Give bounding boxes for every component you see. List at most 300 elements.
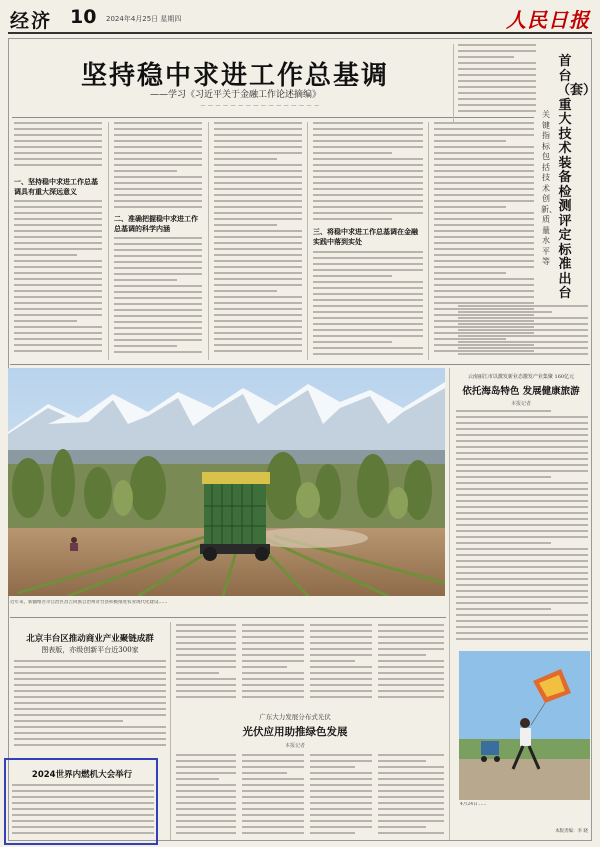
- text-line: [456, 566, 588, 568]
- text-line: [313, 317, 423, 319]
- article-subtitle-3: 三、将稳中求进工作总基调在金融实践中落到实处: [313, 228, 418, 246]
- text-line: [214, 296, 302, 298]
- text-line: [114, 170, 177, 172]
- text-line: [12, 784, 154, 786]
- text-line: [242, 814, 304, 816]
- article-body: [114, 122, 202, 212]
- text-line: [214, 182, 302, 184]
- text-line: [214, 230, 302, 232]
- text-line: [176, 630, 236, 632]
- text-line: [456, 476, 551, 478]
- sidebar-subheadline: 关键指标包括技术创新、质量水平等: [541, 110, 557, 266]
- text-line: [214, 338, 302, 340]
- text-line: [434, 134, 534, 136]
- text-line: [313, 275, 392, 277]
- text-line: [14, 350, 102, 352]
- text-line: [313, 134, 423, 136]
- text-line: [176, 636, 236, 638]
- text-line: [456, 632, 588, 634]
- text-line: [14, 738, 166, 740]
- column-rule: [208, 122, 209, 360]
- bottom-left-subheadline: 图表版，亦级创新平台近300家: [41, 646, 139, 654]
- text-line: [310, 754, 372, 756]
- text-line: [378, 778, 444, 780]
- article-body: [114, 237, 202, 359]
- text-line: [378, 760, 426, 762]
- text-line: [14, 134, 102, 136]
- text-line: [458, 335, 588, 337]
- text-line: [214, 140, 302, 142]
- text-line: [214, 176, 302, 178]
- issue-date: 2024年4月25日 星期四: [106, 15, 182, 23]
- text-line: [456, 578, 588, 580]
- text-line: [176, 754, 236, 756]
- text-line: [14, 314, 102, 316]
- text-line: [114, 261, 202, 263]
- text-line: [313, 335, 423, 337]
- text-line: [456, 530, 588, 532]
- divider: [10, 617, 446, 618]
- text-line: [214, 236, 302, 238]
- article-subtitle-1: 一、坚持稳中求进工作总基调具有重大深远意义: [14, 178, 98, 196]
- text-line: [214, 332, 302, 334]
- text-line: [434, 248, 534, 250]
- text-line: [378, 696, 444, 698]
- text-line: [214, 248, 302, 250]
- text-line: [456, 572, 588, 574]
- text-line: [114, 146, 202, 148]
- text-line: [214, 266, 302, 268]
- text-line: [434, 272, 506, 274]
- right-story-headline[interactable]: 依托海岛特色 发展健康旅游: [462, 386, 580, 397]
- text-line: [310, 660, 355, 662]
- text-line: [176, 832, 236, 834]
- text-line: [456, 524, 588, 526]
- text-line: [114, 273, 202, 275]
- text-line: [114, 309, 202, 311]
- text-line: [14, 152, 102, 154]
- text-line: [378, 796, 444, 798]
- field-harvest-photo-art: [8, 368, 445, 596]
- text-line: [114, 182, 202, 184]
- text-line: [14, 236, 102, 238]
- text-line: [456, 620, 588, 622]
- text-line: [434, 152, 534, 154]
- text-line: [176, 672, 219, 674]
- text-line: [456, 422, 588, 424]
- text-line: [434, 302, 534, 304]
- highlighted-headline[interactable]: 2024世界内燃机大会举行: [31, 770, 133, 780]
- text-line: [242, 784, 304, 786]
- text-line: [214, 254, 302, 256]
- text-line: [114, 237, 202, 239]
- text-line: [14, 146, 102, 148]
- text-line: [456, 542, 551, 544]
- text-line: [14, 732, 166, 734]
- text-line: [310, 690, 372, 692]
- text-line: [456, 446, 588, 448]
- text-line: [214, 206, 302, 208]
- text-line: [14, 326, 102, 328]
- text-line: [378, 684, 444, 686]
- text-line: [242, 808, 304, 810]
- text-line: [458, 323, 588, 325]
- text-line: [310, 796, 372, 798]
- text-line: [458, 341, 588, 343]
- text-line: [114, 327, 202, 329]
- text-line: [310, 772, 372, 774]
- text-line: [313, 122, 423, 124]
- text-line: [313, 257, 423, 259]
- text-line: [434, 182, 534, 184]
- text-line: [313, 323, 423, 325]
- text-line: [176, 684, 236, 686]
- text-line: [214, 308, 302, 310]
- text-line: [176, 790, 236, 792]
- text-line: [458, 44, 536, 46]
- text-line: [14, 260, 102, 262]
- masthead: [8, 6, 592, 34]
- article-body: [176, 754, 236, 838]
- text-line: [458, 92, 536, 94]
- text-line: [310, 790, 372, 792]
- text-line: [14, 702, 166, 704]
- text-line: [458, 56, 514, 58]
- text-line: [214, 278, 302, 280]
- text-line: [456, 470, 588, 472]
- text-line: [456, 488, 588, 490]
- text-line: [176, 666, 236, 668]
- text-line: [378, 642, 444, 644]
- text-line: [310, 760, 372, 762]
- text-line: [434, 200, 534, 202]
- text-line: [114, 345, 177, 347]
- text-line: [176, 690, 236, 692]
- section-label: 经济: [10, 10, 53, 32]
- text-line: [12, 802, 154, 804]
- text-line: [458, 62, 536, 64]
- text-line: [313, 146, 423, 148]
- text-line: [456, 584, 588, 586]
- text-line: [310, 654, 372, 656]
- text-line: [176, 772, 236, 774]
- text-line: [313, 329, 423, 331]
- sidebar-headline[interactable]: 首台（套）重大技术装备检测评定标准出台: [557, 54, 597, 301]
- divider: [10, 364, 590, 365]
- text-line: [313, 158, 423, 160]
- text-line: [378, 784, 444, 786]
- text-line: [378, 636, 444, 638]
- text-line: [313, 206, 423, 208]
- text-line: [456, 494, 588, 496]
- text-line: [456, 440, 588, 442]
- text-line: [14, 720, 123, 722]
- column-rule: [170, 622, 171, 840]
- text-line: [313, 218, 392, 220]
- text-line: [378, 690, 444, 692]
- column-rule: [449, 368, 450, 840]
- text-line: [434, 236, 534, 238]
- text-line: [14, 254, 77, 256]
- text-line: [14, 158, 102, 160]
- text-line: [176, 820, 236, 822]
- kite-flying-photo: [459, 651, 590, 800]
- text-line: [434, 164, 534, 166]
- text-line: [14, 332, 102, 334]
- text-line: [242, 648, 304, 650]
- text-line: [456, 512, 588, 514]
- text-line: [242, 820, 304, 822]
- text-line: [378, 772, 444, 774]
- text-line: [114, 303, 202, 305]
- text-line: [434, 194, 534, 196]
- text-line: [378, 666, 444, 668]
- text-line: [458, 311, 552, 313]
- text-line: [378, 630, 444, 632]
- text-line: [114, 333, 202, 335]
- text-line: [14, 690, 166, 692]
- text-line: [434, 176, 534, 178]
- text-line: [14, 320, 77, 322]
- text-line: [114, 128, 202, 130]
- text-line: [310, 820, 372, 822]
- article-body: [14, 200, 102, 358]
- text-line: [434, 242, 534, 244]
- text-line: [214, 320, 302, 322]
- text-line: [313, 188, 423, 190]
- text-line: [14, 206, 102, 208]
- middle-story-byline: 本报记者: [284, 743, 305, 749]
- sidebar-body: [458, 44, 536, 120]
- text-line: [214, 314, 302, 316]
- text-line: [313, 128, 423, 130]
- text-line: [310, 784, 372, 786]
- text-line: [313, 353, 423, 355]
- text-line: [434, 254, 534, 256]
- text-line: [456, 590, 588, 592]
- text-line: [458, 68, 536, 70]
- text-line: [176, 642, 236, 644]
- text-line: [458, 329, 588, 331]
- text-line: [456, 608, 551, 610]
- text-line: [458, 104, 536, 106]
- text-line: [114, 321, 202, 323]
- text-line: [114, 279, 177, 281]
- text-line: [14, 296, 102, 298]
- article-subtitle-2: 二、准确把握稳中求进工作总基调的科学内涵: [114, 215, 198, 233]
- article-body: [310, 624, 372, 706]
- text-line: [14, 344, 102, 346]
- text-line: [310, 814, 372, 816]
- text-line: [14, 272, 102, 274]
- text-line: [114, 188, 202, 190]
- text-line: [313, 200, 423, 202]
- text-line: [456, 428, 588, 430]
- text-line: [456, 548, 588, 550]
- text-line: [214, 134, 302, 136]
- page-footer: 本版责编：李 晓: [555, 829, 588, 834]
- text-line: [378, 660, 444, 662]
- text-line: [456, 452, 588, 454]
- text-line: [434, 212, 534, 214]
- text-line: [456, 614, 588, 616]
- text-line: [114, 243, 202, 245]
- text-line: [14, 696, 166, 698]
- text-line: [176, 696, 236, 698]
- page-number: 10: [70, 6, 97, 28]
- text-line: [242, 624, 304, 626]
- text-line: [214, 128, 302, 130]
- text-line: [114, 249, 202, 251]
- text-line: [14, 224, 102, 226]
- text-line: [214, 152, 302, 154]
- bottom-left-headline[interactable]: 北京丰台区推动商业产业聚链成群: [26, 634, 154, 644]
- text-line: [313, 287, 423, 289]
- text-line: [176, 660, 236, 662]
- lead-subhead: ——学习《习近平关于金融工作论述摘编》: [150, 90, 322, 100]
- text-line: [456, 464, 588, 466]
- text-line: [176, 760, 236, 762]
- text-line: [14, 290, 102, 292]
- text-line: [14, 218, 102, 220]
- text-line: [310, 808, 372, 810]
- text-line: [313, 251, 423, 253]
- text-line: [114, 206, 202, 208]
- text-line: [176, 678, 236, 680]
- text-line: [313, 341, 392, 343]
- text-line: [456, 416, 588, 418]
- text-line: [456, 506, 588, 508]
- text-line: [214, 290, 277, 292]
- text-line: [434, 158, 534, 160]
- text-line: [456, 554, 588, 556]
- text-line: [456, 596, 588, 598]
- text-line: [313, 182, 423, 184]
- text-line: [378, 826, 426, 828]
- text-line: [310, 802, 372, 804]
- text-line: [214, 164, 302, 166]
- text-line: [214, 122, 302, 124]
- text-line: [12, 826, 154, 828]
- text-line: [242, 666, 287, 668]
- text-line: [242, 684, 304, 686]
- text-line: [14, 242, 102, 244]
- column-rule: [108, 122, 109, 360]
- text-line: [214, 170, 302, 172]
- text-line: [214, 194, 302, 196]
- text-line: [456, 518, 588, 520]
- lead-byline: — — — — — — — — — — — — — — — —: [200, 103, 320, 109]
- text-line: [12, 808, 154, 810]
- text-line: [313, 347, 423, 349]
- text-line: [214, 188, 302, 190]
- article-body: [242, 624, 304, 706]
- text-line: [434, 260, 534, 262]
- text-line: [434, 188, 534, 190]
- text-line: [114, 158, 202, 160]
- text-line: [14, 338, 102, 340]
- middle-story-headline[interactable]: 光伏应用助推绿色发展: [242, 726, 348, 738]
- text-line: [378, 832, 444, 834]
- field-harvest-photo: [8, 368, 445, 596]
- text-line: [14, 248, 102, 250]
- text-line: [458, 110, 536, 112]
- text-line: [310, 666, 372, 668]
- text-line: [14, 284, 102, 286]
- text-line: [214, 260, 302, 262]
- text-line: [378, 766, 444, 768]
- text-line: [456, 626, 588, 628]
- text-line: [14, 726, 166, 728]
- kite-flying-photo-art: [459, 651, 590, 800]
- text-line: [458, 74, 536, 76]
- text-line: [242, 796, 304, 798]
- text-line: [114, 164, 202, 166]
- column-rule: [307, 122, 308, 360]
- text-line: [310, 648, 372, 650]
- text-line: [313, 170, 423, 172]
- divider: [12, 117, 534, 118]
- text-line: [456, 434, 588, 436]
- text-line: [14, 302, 102, 304]
- text-line: [214, 224, 277, 226]
- text-line: [378, 754, 444, 756]
- text-line: [434, 266, 534, 268]
- text-line: [242, 772, 287, 774]
- text-line: [456, 638, 588, 640]
- text-line: [313, 194, 423, 196]
- text-line: [242, 642, 304, 644]
- text-line: [378, 808, 444, 810]
- article-body: [214, 122, 302, 360]
- text-line: [458, 80, 536, 82]
- text-line: [310, 832, 355, 834]
- article-body: [313, 251, 423, 359]
- right-story-kicker: 云南丽江市以激发新业态激发产业集聚 160亿元: [467, 374, 575, 380]
- text-line: [458, 50, 536, 52]
- text-line: [310, 696, 372, 698]
- text-line: [242, 678, 304, 680]
- text-line: [310, 672, 372, 674]
- text-line: [378, 802, 444, 804]
- right-story-byline: 本报记者: [510, 401, 531, 407]
- text-line: [310, 636, 372, 638]
- text-line: [114, 200, 202, 202]
- column-rule: [428, 122, 429, 360]
- tractor: [200, 472, 270, 561]
- text-line: [176, 624, 236, 626]
- text-line: [114, 339, 202, 341]
- text-line: [313, 305, 423, 307]
- text-line: [313, 212, 423, 214]
- text-line: [378, 654, 426, 656]
- lead-headline[interactable]: 坚持稳中求进工作总基调: [80, 61, 389, 91]
- text-line: [456, 560, 588, 562]
- text-line: [14, 684, 166, 686]
- text-line: [14, 666, 166, 668]
- text-line: [458, 86, 536, 88]
- text-line: [12, 820, 154, 822]
- text-line: [176, 784, 236, 786]
- text-line: [434, 206, 506, 208]
- text-line: [434, 122, 534, 124]
- text-line: [434, 218, 534, 220]
- text-line: [114, 255, 202, 257]
- text-line: [242, 630, 304, 632]
- text-line: [456, 536, 588, 538]
- text-line: [14, 164, 102, 166]
- text-line: [14, 672, 166, 674]
